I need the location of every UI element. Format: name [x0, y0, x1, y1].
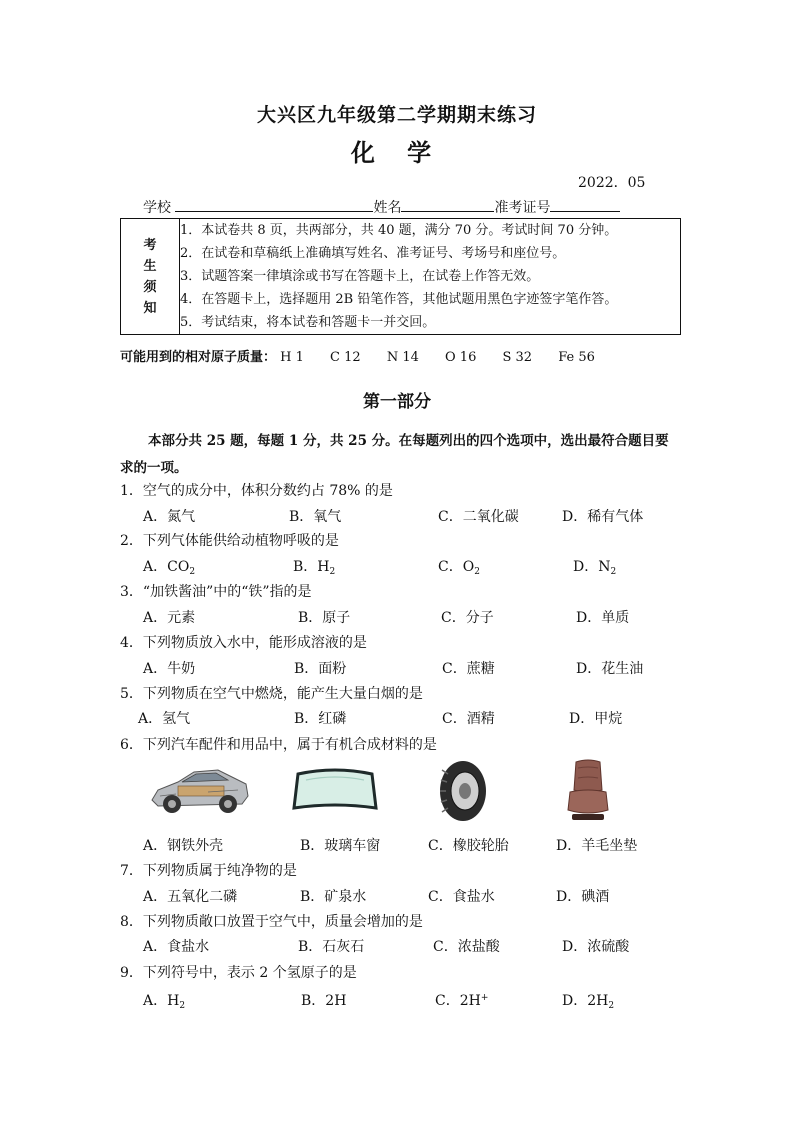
option-b[interactable]: B．红磷 [294, 711, 347, 727]
option-b[interactable]: B．$H_2$ [293, 559, 336, 577]
question-stem: 7．下列物质属于纯净物的是 [120, 863, 297, 879]
notice-item: 1．本试卷共 8 页，共两部分，共 40 题，满分 70 分。考试时间 70 分钟。 [180, 223, 618, 238]
option-a[interactable]: A．氮气 [143, 509, 196, 525]
wool-seat-cushion-image [566, 758, 610, 822]
question-stem: 5．下列物质在空气中燃烧，能产生大量白烟的是 [120, 686, 423, 702]
option-d[interactable]: D．稀有气体 [562, 509, 644, 525]
option-a[interactable]: A．$CO_2$ [143, 559, 196, 577]
question-stem: 8．下列物质敞口放置于空气中，质量会增加的是 [120, 914, 423, 930]
atomic-mass-item: N 14 [386, 350, 419, 365]
option-d[interactable]: D．碘酒 [556, 889, 610, 905]
atomic-masses: 可能用到的相对原子质量： H 1 C 12 N 14 O 16 S 32 Fe 56 [120, 350, 595, 365]
notice-item: 3．试题答案一律填涂或书写在答题卡上，在试卷上作答无效。 [180, 269, 540, 284]
option-c[interactable]: C．分子 [441, 610, 494, 626]
option-b[interactable]: B．氧气 [289, 509, 342, 525]
option-a[interactable]: A．五氧化二磷 [143, 889, 238, 905]
notice-item: 5．考试结束，将本试卷和答题卡一并交回。 [180, 315, 436, 330]
option-d[interactable]: D．$2H_2$ [562, 993, 615, 1011]
notice-item: 2．在试卷和草稿纸上准确填写姓名、准考证号、考场号和座位号。 [180, 246, 566, 261]
option-d[interactable]: D．单质 [576, 610, 630, 626]
option-a[interactable]: A．$H_2$ [143, 993, 186, 1011]
question-stem: 1．空气的成分中，体积分数约占 78% 的是 [120, 483, 393, 499]
question-stem: 3．“加铁酱油”中的“铁”指的是 [120, 584, 312, 600]
option-d[interactable]: D．浓硫酸 [562, 939, 630, 955]
option-c[interactable]: C．2H+ [435, 993, 489, 1009]
student-info-line [143, 197, 620, 217]
option-d[interactable]: D．羊毛坐垫 [556, 838, 638, 854]
name-label: 姓名 [373, 200, 402, 216]
option-c[interactable]: C．蔗糖 [442, 661, 495, 677]
option-c[interactable]: C．浓盐酸 [433, 939, 500, 955]
question-stem: 6．下列汽车配件和用品中，属于有机合成材料的是 [120, 737, 437, 753]
question-stem: 4．下列物质放入水中，能形成溶液的是 [120, 635, 367, 651]
windshield-image [292, 768, 378, 818]
exam-title: 大兴区九年级第二学期期末练习 [256, 104, 537, 126]
option-a[interactable]: A．牛奶 [143, 661, 196, 677]
option-d[interactable]: D．花生油 [576, 661, 644, 677]
atomic-mass-item: Fe 56 [558, 350, 595, 365]
option-a[interactable]: A．钢铁外壳 [143, 838, 224, 854]
exam-no-blank[interactable] [550, 197, 620, 212]
option-b[interactable]: B．矿泉水 [300, 889, 367, 905]
notice-items [180, 219, 681, 335]
atomic-mass-item: S 32 [502, 350, 533, 365]
option-d[interactable]: D．甲烷 [569, 711, 623, 727]
notice-item: 4．在答题卡上，选择题用 2B 铅笔作答，其他试题用黑色字迹签字笔作答。 [180, 292, 618, 307]
atomic-mass-item: O 16 [445, 350, 477, 365]
question-stem: 9．下列符号中，表示 2 个氢原子的是 [120, 965, 357, 981]
exam-date: 2022．05 [578, 175, 646, 191]
option-b[interactable]: B．2H [301, 993, 347, 1009]
exam-no-label: 准考证号 [494, 200, 551, 216]
option-c[interactable]: C．橡胶轮胎 [428, 838, 509, 854]
option-c[interactable]: C．二氧化碳 [438, 509, 519, 525]
part-title: 第一部分 [363, 392, 431, 412]
option-d[interactable]: D．$N_2$ [573, 559, 617, 577]
option-c[interactable]: C．酒精 [442, 711, 495, 727]
option-b[interactable]: B．石灰石 [298, 939, 365, 955]
option-b[interactable]: B．原子 [298, 610, 351, 626]
subject-title: 化 学 [350, 138, 444, 167]
notice-heading: 考 生 须 知 [121, 219, 180, 335]
option-c[interactable]: C．食盐水 [428, 889, 495, 905]
option-b[interactable]: B．面粉 [294, 661, 347, 677]
atomic-mass-item: C 12 [330, 350, 361, 365]
exam-notice-box [120, 218, 681, 335]
car-body-image [148, 760, 250, 820]
name-blank[interactable] [401, 197, 494, 212]
option-a[interactable]: A．食盐水 [143, 939, 210, 955]
rubber-tire-image [438, 760, 488, 822]
option-a[interactable]: A．氢气 [138, 711, 191, 727]
option-a[interactable]: A．元素 [143, 610, 196, 626]
option-c[interactable]: C．$O_2$ [438, 559, 480, 577]
school-blank[interactable] [175, 197, 373, 212]
option-b[interactable]: B．玻璃车窗 [300, 838, 381, 854]
question-stem: 2．下列气体能供给动植物呼吸的是 [120, 533, 339, 549]
part-intro: 本部分共 25 题，每题 1 分，共 25 分。在每题列出的四个选项中，选出最符合题目要求的一项。 [120, 433, 669, 476]
atomic-mass-item: H 1 [280, 350, 304, 365]
school-label: 学校 [143, 200, 171, 216]
